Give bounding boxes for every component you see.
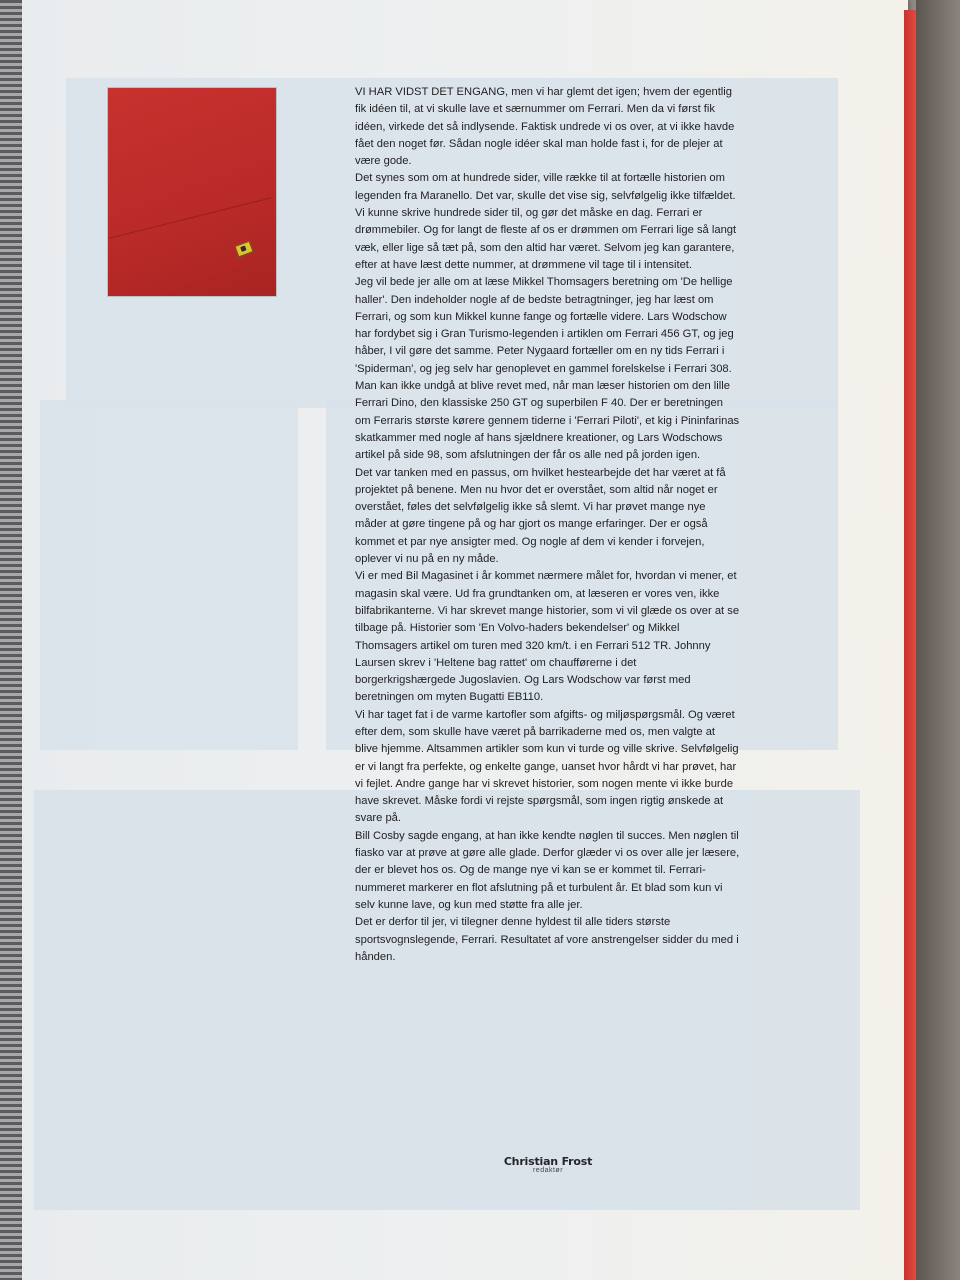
background-panel-left [40,400,298,750]
page-shadow [916,0,960,1280]
editorial-article [355,84,740,966]
article-paragraph: Det var tanken med en passus, om hvilket hestearbejde det har været at få projektet på benene. Men nu hvor det er overstået, som altid når noget er overstået, føles det selvfølgelig ikke så slemt. Vi har prøvet mange nye måder at gøre tingene på og har gjort os mange erfaringer. Der er også kommet et par nye ansigter med. Og nogle af dem vi kender i forvejen, oplever vi nu på en ny måde. [355,466,726,566]
car-body-line [108,197,271,239]
article-paragraph: Bill Cosby sagde engang, at han ikke kendte nøglen til succes. Men nøglen til fiasko var at prøve at gøre alle glade. Derfor glæder vi os over alle jer læsere, der er blevet hos os. Og de mange nye vi kan se er kommet til. Ferrari-nummeret markerer en flot afslutning på et turbulent år. Et blad som kun vi selv kunne lave, og kun med støtte fra alle jer. [355,829,740,911]
article-paragraph: Det synes som om at hundrede sider, ville række til at fortælle historien om legenden fra Maranello. Det var, skulle det vise sig, selvfølgelig ikke tilfældet. Vi kunne skrive hundrede sider til, og gør det måske en dag. Ferrari er drømmebiler. Og for langt de fleste af os er drømmen om Ferrari lige så langt væk, eller lige så tæt på, som den altid har været. Selvom jeg kan garantere, efter at have læst dette nummer, at drømmene vil tage til i intensitet. [355,172,737,271]
next-page-red-edge [904,10,916,1280]
article-paragraph: Man kan ikke undgå at blive revet med, når man læser historien om den lille Ferrari Dino, den klassiske 250 GT og superbilen F 40. Der er beretningen om Ferraris største kørere gennem tiderne i 'Ferrari Piloti', et kig i Pininfarinas skatkammer med nogle af hans sjældnere kreationer, og Lars Wodschows artikel på side 98, som afslutningen der får os alle ned på jorden igen. [355,380,740,462]
article-paragraph: VI HAR VIDST DET ENGANG, men vi har glemt det igen; hvem der egentlig fik idéen til, at vi skulle lave et særnummer om Ferrari. Men da vi først fik idéen, virkede det så indlysende. Faktisk undrede vi os over, at vi ikke havde fået den noget før. Sådan nogle idéer skal man holde fast i, for de plejer at være gode. [355,86,735,168]
article-paragraph: Det er derfor til jer, vi tilegner denne hyldest til alle tiders største sportsvognslegende, Ferrari. Resultatet af vore anstrengelser sidder du med i hånden. [355,916,739,963]
signature-block [500,1155,596,1174]
article-paragraph: Vi har taget fat i de varme kartofler som afgifts- og miljøspørgsmål. Og været efter dem, som skulle have været på barrikaderne med os, men valgte at blive hjemme. Altsammen artikler som kun vi turde og ville skrive. Selvfølgelig er vi langt fra perfekte, og enkelte gange, uanset hvor hårdt vi har prøvet, har vi fejlet. Andre gange har vi skrevet historier, som nogen mente vi ikke burde have skrevet. Måske fordi vi rejste spørgsmål, som ingen rigtig ønskede at svare på. [355,708,739,825]
ferrari-badge-icon [234,241,253,258]
signature-name: Christian Frost [503,1155,593,1168]
signature-role: redaktør [532,1167,564,1174]
article-paragraph: Jeg vil bede jer alle om at læse Mikkel Thomsagers beretning om 'De hellige haller'. Den indeholder nogle af de bedste betragtninger, jeg har læst om Ferrari, og som kun Mikkel kunne fange og fortælle videre. Lars Wodschow har fordybet sig i Gran Turismo-legenden i artiklen om Ferrari 456 GT, og jeg håber, I vil gøre det samme. Peter Nygaard fortæller om en ny tids Ferrari i 'Spiderman', og jeg selv har genoplevet en gammel forelskelse i Ferrari 308. [355,276,734,375]
article-paragraph: Vi er med Bil Magasinet i år kommet nærmere målet for, hvordan vi mener, et magasin skal være. Ud fra grundtanken om, at læseren er vores ven, ikke bilfabrikanterne. Vi har skrevet mange historier, som vi vil glæde os over at se tilbage på. Historier som 'En Volvo-haders bekendelser' og Mikkel Thomsagers artikel om turen med 320 km/t. i en Ferrari 512 TR. Johnny Laursen skrev i 'Heltene bag rattet' om chaufførerne i det borgerkrigshærgede Jugoslavien. Og Lars Wodschow var først med beretningen om myten Bugatti EB110. [355,570,740,704]
ferrari-photo [108,88,276,296]
